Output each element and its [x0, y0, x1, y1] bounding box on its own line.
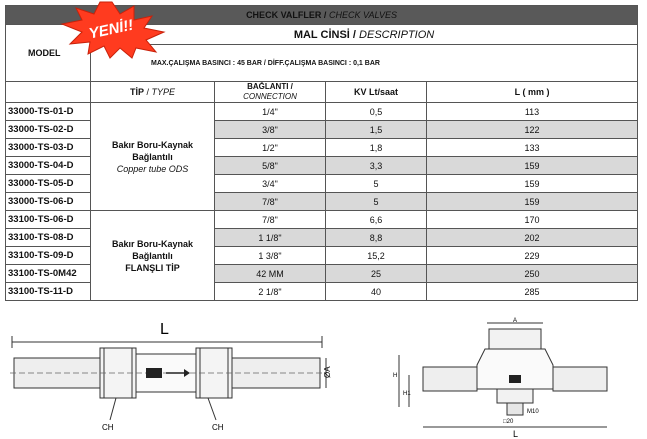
badge-text: YENİ!!	[87, 16, 135, 43]
model-code: 33100-TS-11-D	[6, 283, 91, 301]
model-code: 33000-TS-03-D	[6, 139, 91, 157]
model-code: 33100-TS-0M42	[6, 265, 91, 283]
model-code: 33000-TS-02-D	[6, 121, 91, 139]
kv-value: 5	[326, 193, 427, 211]
type-line-2: Bağlantılı	[132, 151, 173, 162]
type-header: TİP / TYPE	[91, 82, 215, 103]
connection-value: 7/8"	[215, 211, 326, 229]
type-line-2: Bağlantılı	[132, 250, 173, 261]
kv-value: 1,5	[326, 121, 427, 139]
kv-value: 25	[326, 265, 427, 283]
kv-value: 40	[326, 283, 427, 301]
ch-right-label: CH	[212, 423, 224, 432]
dim-d-label: □20	[503, 419, 514, 425]
dim-a-label: ØA	[323, 366, 332, 378]
dim-m-label: M10	[527, 409, 539, 415]
connection-value: 1/2"	[215, 139, 326, 157]
dim-h1-label: H1	[403, 391, 411, 397]
data-rows	[6, 103, 638, 301]
connection-value: 1 1/8"	[215, 229, 326, 247]
pressure-note: MAX.ÇALIŞMA BASINCI : 45 BAR / DİFF.ÇALIŞMA BASINCI : 0,1 BAR	[91, 45, 638, 82]
title-main: CHECK VALFLER	[246, 10, 322, 20]
model-code: 33000-TS-06-D	[6, 193, 91, 211]
baglanti-label: BAĞLANTI /	[247, 82, 293, 91]
dim-a-label: A	[513, 318, 518, 324]
dim-h-label: H	[393, 373, 398, 379]
length-header: L ( mm )	[427, 82, 638, 103]
mal-cinsi-label: MAL CİNSİ	[293, 28, 350, 41]
kv-value: 8,8	[326, 229, 427, 247]
valve-front-drawing	[385, 315, 640, 439]
connection-value: 7/8"	[215, 193, 326, 211]
length-value: 250	[427, 265, 638, 283]
model-code: 33000-TS-05-D	[6, 175, 91, 193]
kv-value: 6,6	[326, 211, 427, 229]
type-line-3: Copper tube ODS	[116, 163, 189, 174]
tip-label: TİP	[129, 87, 144, 97]
length-value: 170	[427, 211, 638, 229]
length-value: 159	[427, 157, 638, 175]
dim-l-label: L	[513, 429, 519, 439]
model-code: 33000-TS-01-D	[6, 103, 91, 121]
kv-value: 3,3	[326, 157, 427, 175]
description-label: DESCRIPTION	[359, 28, 435, 41]
type-cell	[91, 103, 215, 211]
connection-value: 3/8"	[215, 121, 326, 139]
kv-value: 5	[326, 175, 427, 193]
new-badge	[52, 0, 172, 60]
model-code: 33100-TS-09-D	[6, 247, 91, 265]
valve-side-drawing	[0, 320, 340, 439]
length-value: 113	[427, 103, 638, 121]
kv-value: 0,5	[326, 103, 427, 121]
table-row	[6, 103, 638, 121]
length-value: 133	[427, 139, 638, 157]
type-line-3: FLANŞLI TİP	[125, 262, 180, 273]
table-row	[6, 211, 638, 229]
ch-left-label: CH	[102, 423, 114, 432]
kv-header: KV Lt/saat	[326, 82, 427, 103]
dim-l-label: L	[160, 321, 169, 338]
connection-value: 5/8"	[215, 157, 326, 175]
kv-value: 1,8	[326, 139, 427, 157]
connection-value: 1 3/8"	[215, 247, 326, 265]
length-value: 285	[427, 283, 638, 301]
type-label: TYPE	[151, 87, 176, 97]
length-value: 159	[427, 175, 638, 193]
length-value: 202	[427, 229, 638, 247]
type-line-1: Bakır Boru-Kaynak	[111, 139, 194, 150]
connection-value: 42 MM	[215, 265, 326, 283]
length-value: 229	[427, 247, 638, 265]
connection-value: 3/4"	[215, 175, 326, 193]
title-separator: /	[323, 10, 327, 20]
length-value: 159	[427, 193, 638, 211]
length-value: 122	[427, 121, 638, 139]
model-code: 33100-TS-06-D	[6, 211, 91, 229]
type-line-1: Bakır Boru-Kaynak	[111, 238, 194, 249]
type-cell	[91, 211, 215, 301]
connection-label: CONNECTION	[243, 92, 297, 101]
connection-value: 2 1/8"	[215, 283, 326, 301]
kv-value: 15,2	[326, 247, 427, 265]
model-code: 33100-TS-08-D	[6, 229, 91, 247]
model-code: 33000-TS-04-D	[6, 157, 91, 175]
description-header: MAL CİNSİ / DESCRIPTION	[91, 25, 638, 45]
connection-header	[215, 82, 326, 103]
connection-value: 1/4"	[215, 103, 326, 121]
model-header: MODEL	[6, 25, 91, 82]
title-italic: CHECK VALVES	[328, 10, 397, 20]
